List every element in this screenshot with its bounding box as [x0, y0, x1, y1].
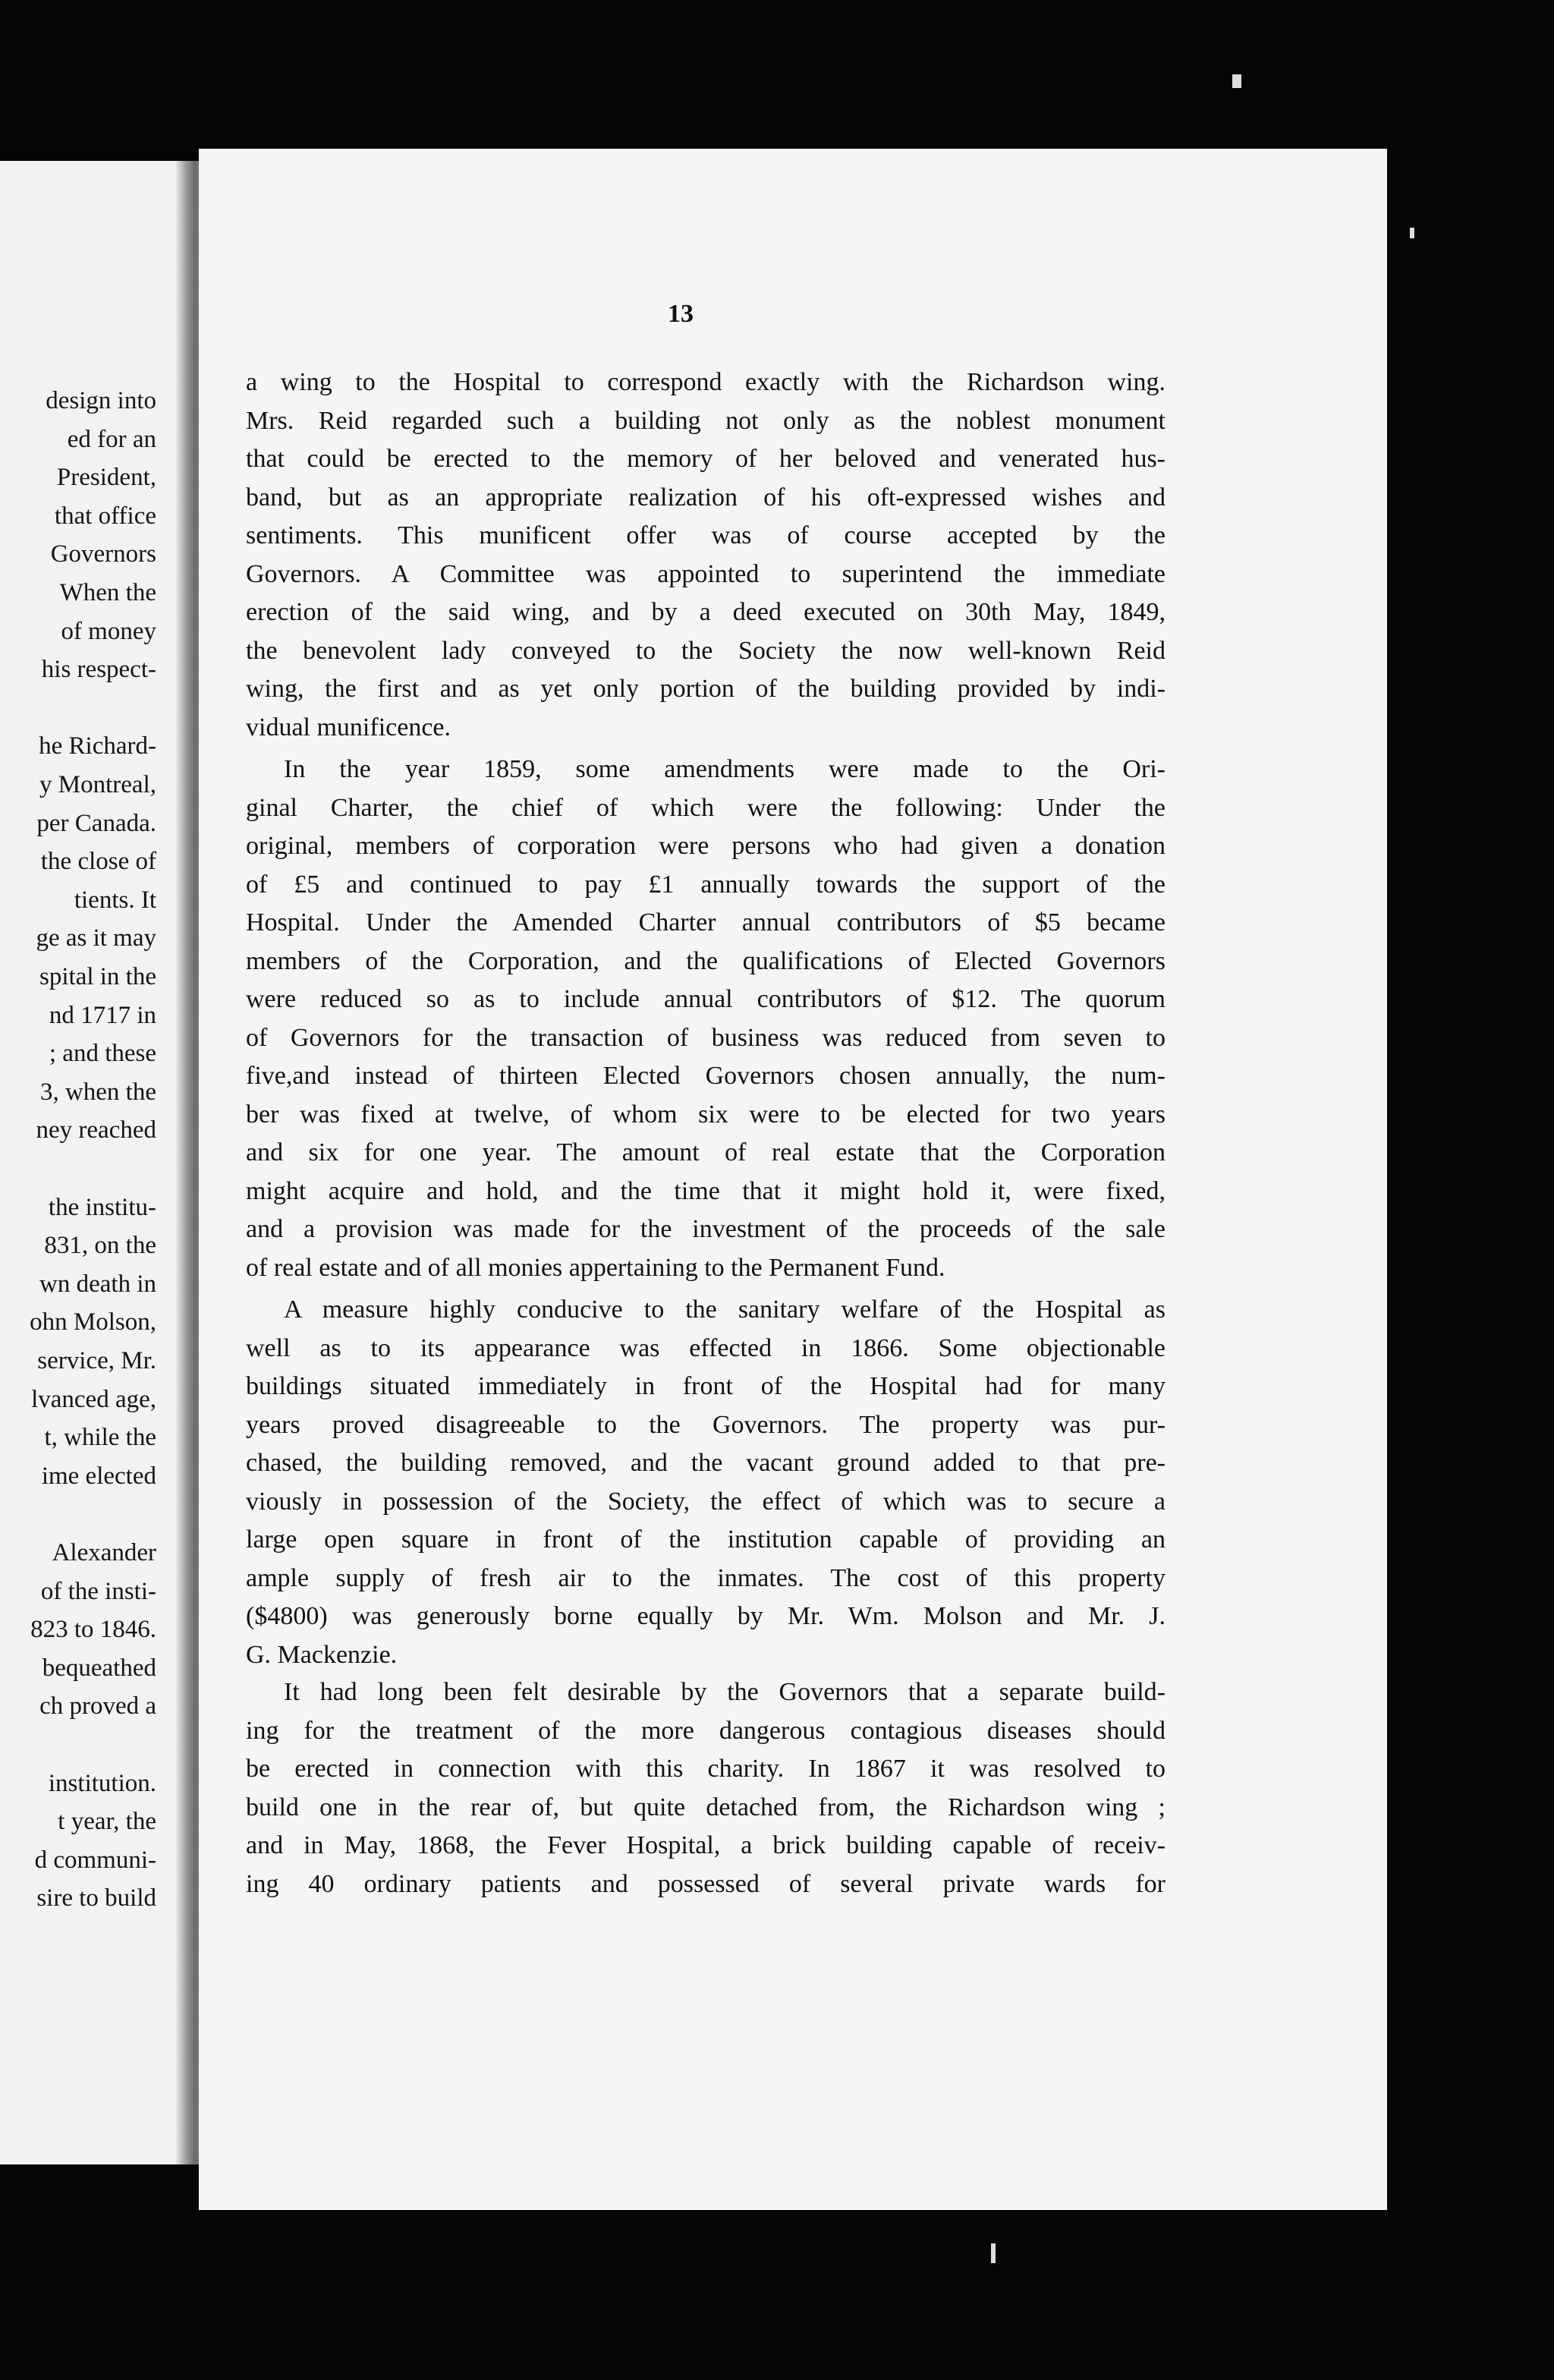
previous-page-line: spital in the [39, 963, 156, 990]
body-text-line: years proved disagreeable to the Governors. The property was pur- [246, 1410, 1166, 1439]
previous-page-line: bequeathed [42, 1654, 156, 1682]
previous-page-line: he Richard- [39, 732, 156, 760]
previous-page-line: service, Mr. [37, 1347, 156, 1374]
previous-page-line: tients. It [74, 886, 156, 914]
body-text-line: It had long been felt desirable by the Governors that a separate build- [284, 1678, 1166, 1706]
body-text-line: chased, the building removed, and the vacant ground added to that pre- [246, 1449, 1166, 1477]
previous-page-line: t year, the [58, 1808, 156, 1836]
previous-page-line: per Canada. [36, 809, 156, 837]
body-text-line: ample supply of fresh air to the inmates. The cost of this property [246, 1563, 1166, 1592]
body-text-line: ($4800) was generously borne equally by Mr. Wm. Molson and Mr. J. [246, 1602, 1166, 1630]
body-text-line: build one in the rear of, but quite detached from, the Richardson wing ; [246, 1793, 1166, 1821]
dust-speck [1232, 74, 1241, 88]
previous-page-line: y Montreal, [39, 771, 156, 798]
body-text-line: original, members of corporation were persons who had given a donation [246, 832, 1166, 860]
previous-page-line: that office [54, 502, 156, 530]
body-text-line: Governors. A Committee was appointed to superintend the immediate [246, 559, 1166, 588]
previous-page-line: ohn Molson, [30, 1308, 156, 1336]
body-text-line: G. Mackenzie. [246, 1640, 398, 1669]
previous-page-line: nd 1717 in [49, 1001, 156, 1029]
previous-page-line: the close of [40, 848, 156, 876]
body-text-line: were reduced so as to include annual contributors of $12. The quorum [246, 985, 1166, 1013]
previous-page-line: ed for an [67, 425, 156, 453]
body-text-line: ginal Charter, the chief of which were the following: Under the [246, 793, 1166, 822]
body-text-line: that could be erected to the memory of her beloved and venerated hus- [246, 445, 1166, 473]
body-text-line: vidual munificence. [246, 713, 451, 741]
body-text-line: and six for one year. The amount of real estate that the Corporation [246, 1138, 1166, 1166]
body-text-line: might acquire and hold, and the time that it might hold it, were fixed, [246, 1176, 1166, 1205]
previous-page-line: d communi- [34, 1846, 156, 1874]
body-text-line: of £5 and continued to pay £1 annually towards the support of the [246, 870, 1166, 899]
previous-page-line: his respect- [41, 656, 156, 684]
body-text-line: In the year 1859, some amendments were made to the Ori- [284, 755, 1166, 783]
dust-speck [1410, 228, 1414, 238]
previous-page-line: President, [56, 464, 156, 492]
previous-page-fragment [0, 161, 199, 2164]
previous-page-line: sire to build [36, 1884, 156, 1912]
previous-page-line: of the insti- [40, 1577, 156, 1605]
previous-page-line: institution. [48, 1769, 156, 1797]
dust-speck [991, 2243, 996, 2263]
body-text-line: the benevolent lady conveyed to the Society the now well-known Reid [246, 636, 1166, 665]
body-text-line: erection of the said wing, and by a deed executed on 30th May, 1849, [246, 598, 1166, 626]
previous-page-line: ney reached [36, 1116, 156, 1144]
body-text-line: Hospital. Under the Amended Charter annual contributors of $5 became [246, 908, 1166, 937]
body-text-line: Mrs. Reid regarded such a building not only as the noblest monument [246, 406, 1166, 435]
previous-page-line: Governors [50, 540, 156, 568]
previous-page-line: design into [46, 387, 156, 414]
body-text-line: ing for the treatment of the more dangerous contagious diseases should [246, 1716, 1166, 1745]
body-text-line: of Governors for the transaction of business was reduced from seven to [246, 1023, 1166, 1052]
body-text-line: sentiments. This munificent offer was of course accepted by the [246, 521, 1166, 549]
previous-page-line: t, while the [44, 1424, 156, 1452]
body-text-line: be erected in connection with this charity. In 1867 it was resolved to [246, 1755, 1166, 1783]
body-text-line: a wing to the Hospital to correspond exactly with the Richardson wing. [246, 368, 1166, 396]
body-text-line: well as to its appearance was effected in 1866. Some objectionable [246, 1333, 1166, 1362]
previous-page-line: lvanced age, [31, 1385, 156, 1413]
body-text-line: of real estate and of all monies appertaining to the Permanent Fund. [246, 1253, 945, 1282]
previous-page-line: of money [61, 617, 156, 645]
body-text-line: large open square in front of the institution capable of providing an [246, 1525, 1166, 1554]
previous-page-line: ge as it may [36, 924, 156, 952]
body-text-line: and a provision was made for the investment of the proceeds of the sale [246, 1215, 1166, 1243]
previous-page-line: 831, on the [44, 1232, 156, 1260]
body-text-line: and in May, 1868, the Fever Hospital, a brick building capable of receiv- [246, 1831, 1166, 1859]
previous-page-line: ch proved a [39, 1692, 156, 1720]
body-text-line: five,and instead of thirteen Elected Governors chosen annually, the num- [246, 1062, 1166, 1090]
previous-page-line: ime elected [41, 1462, 156, 1490]
body-text-line: wing, the first and as yet only portion of the building provided by indi- [246, 675, 1166, 703]
body-text-line: viously in possession of the Society, the effect of which was to secure a [246, 1487, 1166, 1516]
body-text-line: buildings situated immediately in front of the Hospital had for many [246, 1372, 1166, 1400]
body-text-line: band, but as an appropriate realization of his oft-expressed wishes and [246, 483, 1166, 512]
previous-page-line: ; and these [49, 1040, 156, 1068]
previous-page-line: wn death in [39, 1270, 156, 1298]
previous-page-line: 3, when the [39, 1078, 156, 1106]
previous-page-line: When the [59, 579, 156, 606]
body-text-line: ber was fixed at twelve, of whom six were to be elected for two years [246, 1100, 1166, 1129]
body-text-line: A measure highly conducive to the sanitary welfare of the Hospital as [284, 1295, 1166, 1324]
page-number: 13 [668, 300, 694, 328]
previous-page-line: 823 to 1846. [30, 1616, 156, 1644]
previous-page-line: the institu- [48, 1193, 156, 1221]
body-text-line: ing 40 ordinary patients and possessed of several private wards for [246, 1869, 1166, 1898]
previous-page-line: Alexander [52, 1539, 156, 1566]
body-text-line: members of the Corporation, and the qualifications of Elected Governors [246, 946, 1166, 975]
